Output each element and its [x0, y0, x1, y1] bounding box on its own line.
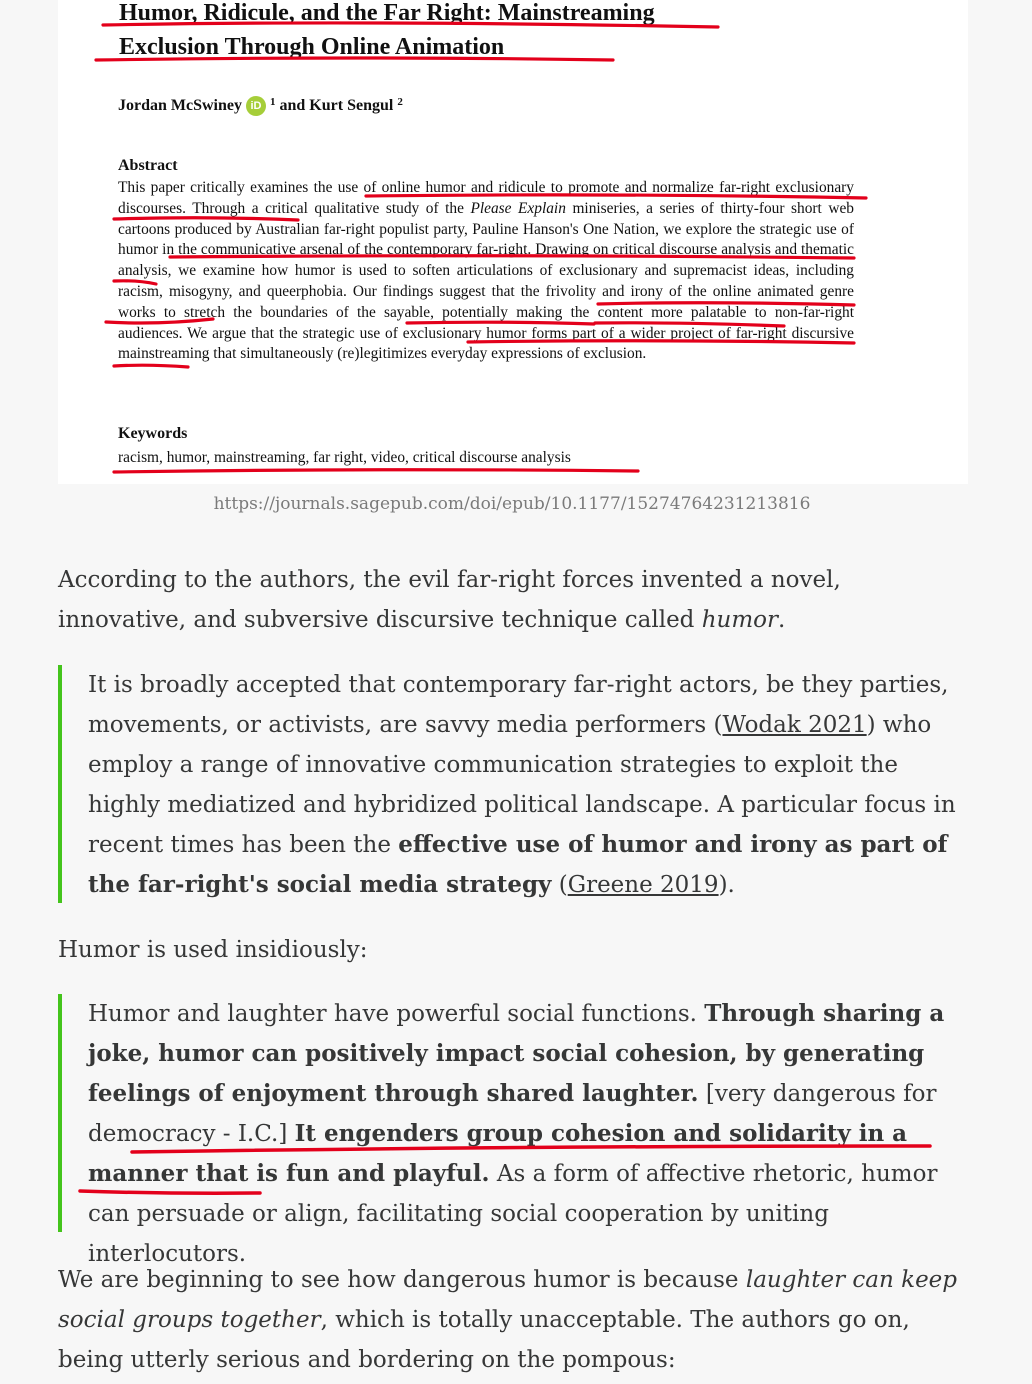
keywords-body: racism, humor, mainstreaming, far right, video, critical discourse analysis [118, 449, 571, 466]
quote-1-text-3: ( [551, 872, 568, 898]
paragraph-3 [58, 1260, 970, 1380]
paragraph-1-pre: According to the authors, the evil far-right forces invented a novel, innovative, and subversive discursive technique called [58, 567, 841, 633]
link-greene-2019[interactable]: Greene 2019 [567, 872, 719, 898]
abstract-heading: Abstract [118, 157, 178, 174]
paragraph-1-post: . [778, 607, 786, 633]
abstract-text-post: miniseries, a series of thirty-four short web cartoons produced by Australian far-right populist party, Pauline Hanson's One Nation, we explore the strategic use of humor in the communicative arsenal of the contemporary far-right. Drawing on critical discourse analysis and thematic analysis, we examine how humor is used to soften articulations of exclusionary and supremacist ideas, including racism, misogyny, and queerphobia. Our findings suggest that the frivolity and irony of the online animated genre works to stretch the boundaries of the sayable, potentially making the content more palatable to non-far-right audiences. We argue that the strategic use of exclusionary humor forms part of a wider project of far-right discursive mainstreaming that simultaneously (re)legitimizes everyday expressions of exclusion. [118, 199, 854, 363]
paper-title-line-1: Humor, Ridicule, and the Far Right: Mainstreaming [119, 0, 655, 26]
blockquote-1 [58, 665, 958, 903]
paper-title-line-2: Exclusion Through Online Animation [119, 34, 505, 60]
quote-1-text-1: It is broadly accepted that contemporary far-right actors, be they parties, movements, or activists, are savvy media performers ( [88, 672, 949, 738]
keywords-heading: Keywords [118, 425, 188, 442]
quote-2-bold-2: It engenders group cohesion and solidarity in a manner that is fun and playful. [88, 1120, 908, 1187]
author-1-affiliation: 1 [270, 96, 276, 108]
author-2-affiliation: 2 [397, 96, 403, 108]
quote-2-text-1: Humor and laughter have powerful social functions. [88, 1001, 705, 1027]
image-caption: https://journals.sagepub.com/doi/epub/10.1177/15274764231213816 [213, 494, 811, 514]
paragraph-2: Humor is used insidiously: [58, 937, 368, 963]
quote-1-text-2: ) who employ a range of innovative communication strategies to exploit the highly mediatized and hybridized political landscape. A particular focus in recent times has been the [88, 712, 956, 858]
paragraph-1-italic: humor [701, 607, 778, 633]
paragraph-3-post: , which is totally unacceptable. The authors go on, being utterly serious and bordering on the pompous: [58, 1307, 910, 1373]
blockquote-2 [58, 994, 958, 1267]
quote-1-bold: effective use of humor and irony as part of the far-right's social media strategy [88, 831, 948, 898]
abstract-text-italic: Please Explain [470, 199, 566, 217]
link-wodak-2021[interactable]: Wodak 2021 [722, 712, 867, 738]
paragraph-1 [58, 560, 970, 640]
abstract-body [118, 178, 854, 365]
quote-2-bold-1: Through sharing a joke, humor can positively impact social cohesion, by generating feelings of enjoyment through shared laughter. [88, 1000, 945, 1107]
quote-2-text-2: [very dangerous for democracy - I.C.] [88, 1081, 937, 1147]
paper-abstract-image [58, 0, 968, 484]
paragraph-3-italic: laughter can keep social groups together [58, 1267, 958, 1333]
author-2: and Kurt Sengul [279, 97, 394, 114]
paper-title [119, 0, 819, 64]
paper-authors [118, 96, 403, 116]
quote-2-text-3: As a form of affective rhetoric, humor can persuade or align, facilitating social cooperation by uniting interlocutors. [88, 1161, 938, 1267]
paragraph-3-pre: We are beginning to see how dangerous humor is because [58, 1267, 746, 1293]
abstract-text-pre: This paper critically examines the use of online humor and ridicule to promote and normalize far-right exclusionary discourses. Through a critical qualitative study of the [118, 179, 854, 217]
orcid-icon: iD [246, 96, 266, 116]
author-1: Jordan McSwiney [118, 97, 242, 114]
quote-1-text-4: ). [718, 872, 735, 898]
